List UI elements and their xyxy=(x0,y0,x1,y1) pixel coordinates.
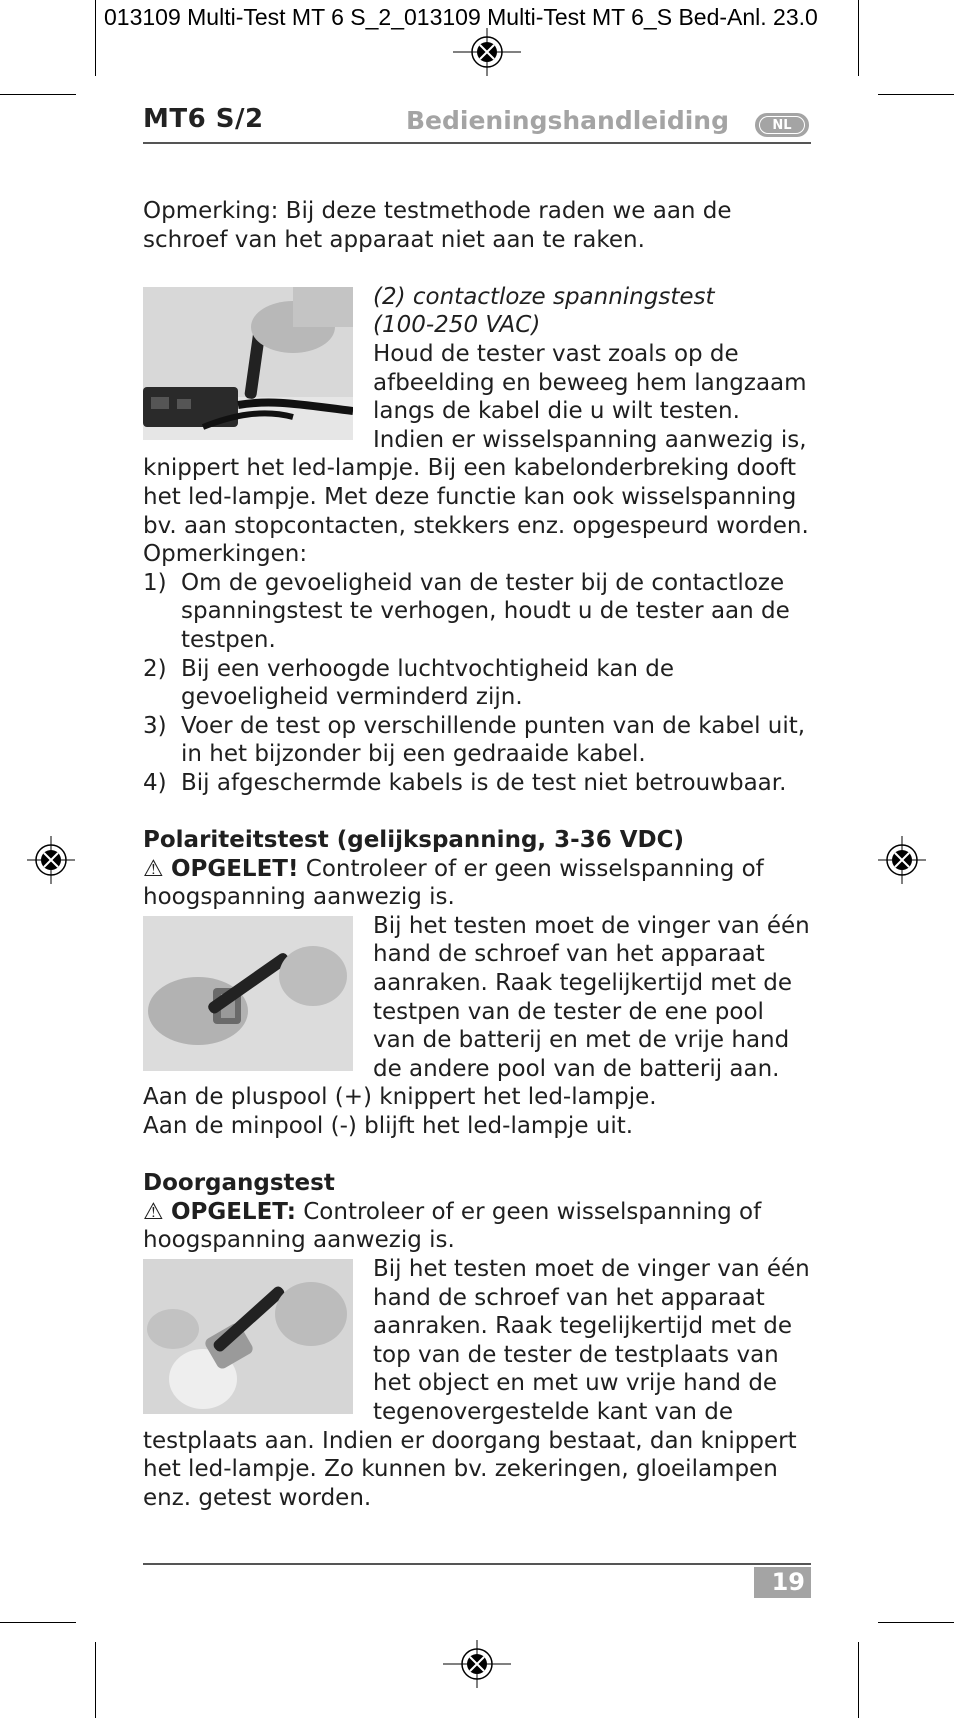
model-name: MT6 S/2 xyxy=(143,104,264,134)
page-number: 19 xyxy=(754,1567,811,1598)
warning-icon: ⚠ xyxy=(143,1198,164,1225)
crop-mark xyxy=(0,94,76,95)
registration-mark-icon xyxy=(453,28,521,76)
registration-mark-icon xyxy=(27,836,75,884)
crop-mark xyxy=(858,0,859,76)
crop-mark xyxy=(95,0,96,76)
list-item xyxy=(143,655,813,712)
crop-mark xyxy=(95,1642,96,1718)
crop-mark xyxy=(878,1622,954,1623)
list-item xyxy=(143,712,813,769)
polarity-test-illustration-icon xyxy=(143,916,353,1071)
language-badge-label: NL xyxy=(759,116,805,134)
intro-note: Opmerking: Bij deze testmethode raden we aan de schroef van het apparaat niet aan te raken. xyxy=(143,198,732,253)
continuity-warning xyxy=(143,1198,813,1255)
continuity-warning-text: Controleer of er geen wisselspanning of hoogspanning aanwezig is. xyxy=(143,1198,762,1254)
list-item-text: Bij een verhoogde luchtvochtigheid kan de gevoeligheid verminderd zijn. xyxy=(181,655,675,711)
list-item-number: 1) xyxy=(143,569,167,596)
warning-icon: ⚠ xyxy=(143,855,164,882)
list-item-number: 4) xyxy=(143,769,167,796)
crop-mark xyxy=(858,1642,859,1718)
list-item xyxy=(143,569,813,655)
document-title: Bedieningshandleiding xyxy=(406,106,729,135)
photo-polarity-test xyxy=(143,916,353,1071)
page-header xyxy=(143,102,811,144)
photo-contactless-test xyxy=(143,287,353,440)
registration-mark-icon xyxy=(443,1640,511,1688)
contactless-title-line2: (100-250 VAC) xyxy=(373,312,541,339)
contactless-test-illustration-icon xyxy=(143,287,353,440)
polarity-body: Bij het testen moet de vinger van één hand de schroef van het apparaat aanraken. Raak tegelijkertijd met de testpen van de tester de ene pool van de batterij en met de vrije hand de andere pool van de batterij aan. xyxy=(373,912,810,1082)
print-slug: 013109 Multi-Test MT 6 S_2_013109 Multi-Test MT 6_S Bed-Anl. 23.0 xyxy=(104,4,818,30)
page-content xyxy=(143,197,813,1512)
notes-list xyxy=(143,569,813,798)
list-item-number: 2) xyxy=(143,655,167,682)
continuity-body: Bij het testen moet de vinger van één hand de schroef van het apparaat aanraken. Raak tegelijkertijd met de top van de tester de testplaats van het object en met uw vrije hand de tegenovergestelde kant van de testplaats aan. Indien er doorgang bestaat, dan knippert het led-lampje. Zo kunnen bv. zekeringen, gloeilampen enz. getest worden. xyxy=(143,1255,810,1511)
polarity-warning-label: OPGELET! xyxy=(170,855,299,882)
continuity-warning-label: OPGELET: xyxy=(170,1198,296,1225)
crop-mark xyxy=(0,1622,76,1623)
footer-rule xyxy=(143,1563,811,1565)
contactless-body: Houd de tester vast zoals op de afbeelding en beweeg hem langzaam langs de kabel die u wilt testen. Indien er wisselspanning aanwezig is, knippert het led-lampje. Bij een kabelonderbreking dooft het led-lampje. Met deze functie kan ook wisselspanning bv. aan stopcontacten, stekkers enz. opgespeurd worden. xyxy=(143,340,809,539)
contactless-title-line1: (2) contactloze spanningstest xyxy=(373,283,715,310)
polarity-warning-text: Controleer of er geen wisselspanning of hoogspanning aanwezig is. xyxy=(143,855,764,911)
photo-continuity-test xyxy=(143,1259,353,1414)
polarity-warning xyxy=(143,855,813,912)
polarity-minus: Aan de minpool (-) blijft het led-lampje uit. xyxy=(143,1113,634,1139)
continuity-heading: Doorgangstest xyxy=(143,1170,335,1197)
crop-mark xyxy=(878,94,954,95)
list-item-text: Voer de test op verschillende punten van de kabel uit, in het bijzonder bij een gedraaide kabel. xyxy=(181,712,806,768)
registration-mark-icon xyxy=(878,836,926,884)
list-item-text: Om de gevoeligheid van de tester bij de contactloze spanningstest te verhogen, houdt u de tester aan de testpen. xyxy=(181,569,790,653)
list-item xyxy=(143,769,813,798)
notes-heading: Opmerkingen: xyxy=(143,541,308,568)
polarity-plus: Aan de pluspool (+) knippert het led-lampje. xyxy=(143,1084,657,1111)
list-item-text: Bij afgeschermde kabels is de test niet betrouwbaar. xyxy=(181,769,787,796)
language-badge xyxy=(755,113,809,137)
list-item-number: 3) xyxy=(143,712,167,739)
continuity-test-illustration-icon xyxy=(143,1259,353,1414)
polarity-heading: Polariteitstest (gelijkspanning, 3-36 VDC) xyxy=(143,827,684,854)
